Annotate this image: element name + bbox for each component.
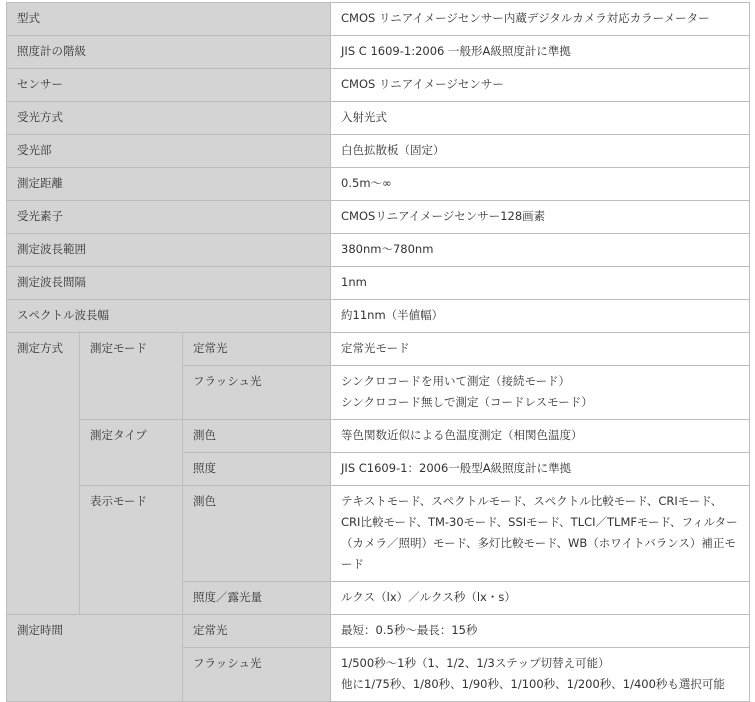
row-value: テキストモード、スペクトルモード、スペクトル比較モード、CRIモード、CRI比較モード、TM-30モード、SSIモード、TLCI／TLMFモード、フィルター（カメラ／照明）モード、多灯比較モード、WB（ホワイトバランス）補正モード [331,486,750,582]
row-value: 380nm～780nm [331,234,750,267]
table-row [7,333,750,366]
table-row [7,234,750,267]
sub-label: フラッシュ光 [183,366,331,420]
row-value: 1nm [331,267,750,300]
row-value: CMOSリニアイメージセンサー128画素 [331,201,750,234]
sub-label: 定常光 [183,615,331,648]
table-row [7,615,750,648]
row-value: JIS C 1609-1:2006 一般形A級照度計に準拠 [331,36,750,69]
table-row [7,36,750,69]
row-value: CMOS リニアイメージセンサー内蔵デジタルカメラ対応カラーメーター [331,3,750,36]
row-label: 受光部 [7,135,331,168]
table-row [7,201,750,234]
sub-label: 測色 [183,486,331,582]
type-label: 測定タイプ [80,420,183,486]
row-value: ルクス（lx）／ルクス秒（lx・s） [331,582,750,615]
row-value: CMOS リニアイメージセンサー [331,69,750,102]
row-value: 定常光モード [331,333,750,366]
row-label: 受光素子 [7,201,331,234]
method-label: 測定方式 [7,333,80,615]
value-line: シンクロコードを用いて測定（接続モード） [341,374,571,388]
value-line: 他に1/75秒、1/80秒、1/90秒、1/100秒、1/200秒、1/400秒も選択可能 [341,677,725,691]
row-value: 白色拡散板（固定） [331,135,750,168]
row-label: 受光方式 [7,102,331,135]
value-line: シンクロコード無しで測定（コードレスモード） [341,395,593,409]
row-label: 測定波長間隔 [7,267,331,300]
row-label: 測定距離 [7,168,331,201]
row-value: 0.5m～∞ [331,168,750,201]
display-label: 表示モード [80,486,183,615]
table-row [7,267,750,300]
spec-table [6,2,750,702]
time-label: 測定時間 [7,615,183,702]
row-value: 最短：0.5秒～最長：15秒 [331,615,750,648]
sub-label: フラッシュ光 [183,648,331,702]
value-line: 1/500秒～1秒（1、1/2、1/3ステップ切替え可能） [341,656,610,670]
row-label: 型式 [7,3,331,36]
row-value [331,366,750,420]
table-row [7,300,750,333]
table-row [7,135,750,168]
sub-label: 測色 [183,420,331,453]
table-row [7,420,750,453]
row-value: JIS C1609-1：2006一般型A級照度計に準拠 [331,453,750,486]
row-label: センサー [7,69,331,102]
sub-label: 定常光 [183,333,331,366]
row-label: 測定波長範囲 [7,234,331,267]
table-row [7,168,750,201]
table-row [7,3,750,36]
row-value: 入射光式 [331,102,750,135]
sub-label: 照度／露光量 [183,582,331,615]
row-value: 等色関数近似による色温度測定（相関色温度） [331,420,750,453]
mode-label: 測定モード [80,333,183,420]
row-label: スペクトル波長幅 [7,300,331,333]
table-row [7,69,750,102]
table-row [7,102,750,135]
sub-label: 照度 [183,453,331,486]
row-label: 照度計の階級 [7,36,331,69]
table-row [7,486,750,582]
row-value [331,648,750,702]
row-value: 約11nm（半値幅） [331,300,750,333]
